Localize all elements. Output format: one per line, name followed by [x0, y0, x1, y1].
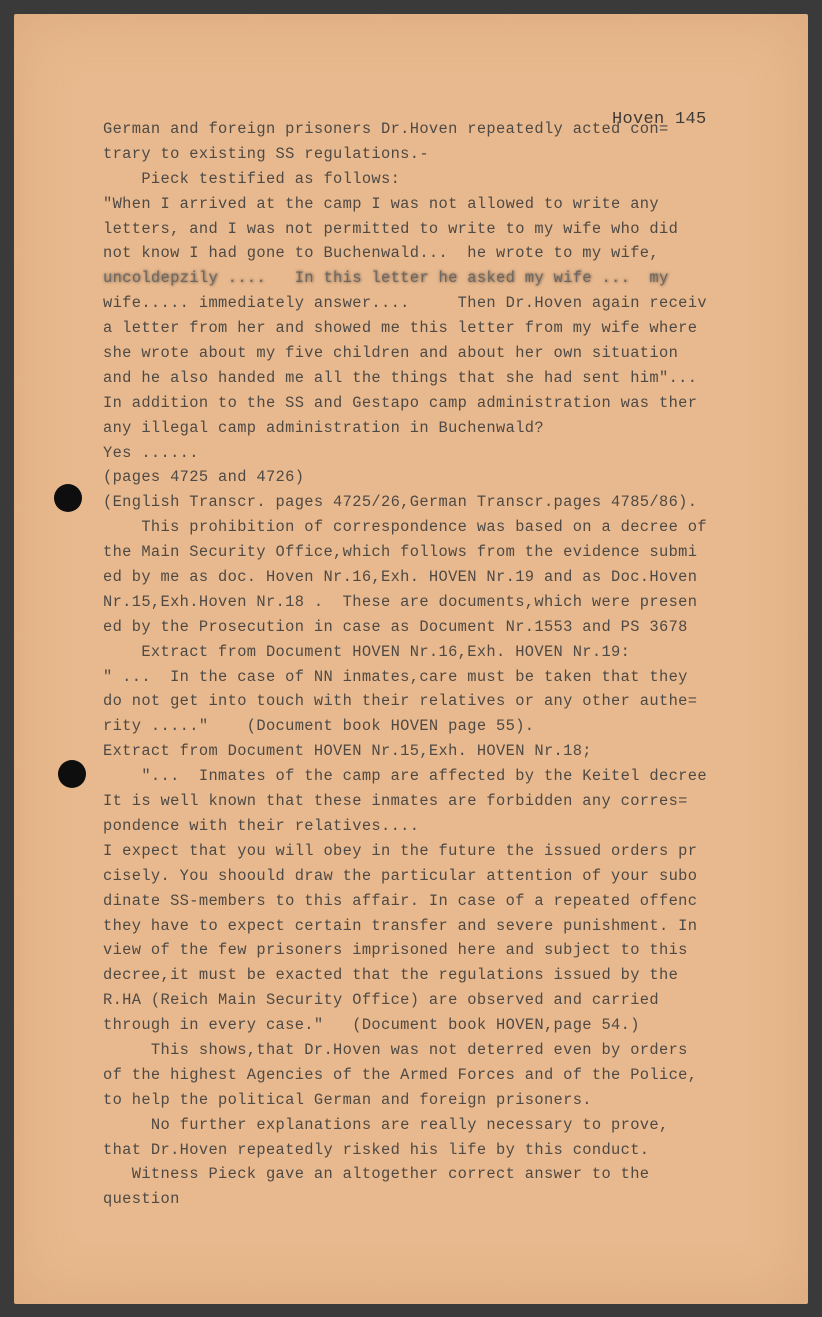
text-line: do not get into touch with their relatives or any other authe= [103, 692, 698, 711]
text-line-smudged: uncoldepzily .... In this letter he asked my wife ... my [103, 269, 669, 288]
text-line: to help the political German and foreign prisoners. [103, 1090, 592, 1109]
text-line: " ... In the case of NN inmates,care must be taken that they [103, 667, 688, 686]
text-line: she wrote about my five children and about her own situation [103, 344, 679, 363]
text-line: any illegal camp administration in Buchenwald? [103, 418, 544, 437]
punch-hole-bottom [58, 760, 86, 788]
text-line: question [103, 1190, 180, 1209]
text-line: of the highest Agencies of the Armed Forces and of the Police, [103, 1065, 698, 1084]
text-line: wife..... immediately answer.... Then Dr.Hoven again receiv [103, 294, 707, 313]
text-line: Witness Pieck gave an altogether correct answer to the [103, 1165, 650, 1184]
text-line: letters, and I was not permitted to write to my wife who did [103, 219, 679, 238]
text-line: pondence with their relatives.... [103, 816, 420, 835]
text-line: No further explanations are really necessary to prove, [103, 1115, 669, 1134]
text-line: "... Inmates of the camp are affected by the Keitel decree [103, 767, 707, 786]
text-line: dinate SS-members to this affair. In case of a repeated offenc [103, 891, 698, 910]
text-line: view of the few prisoners imprisoned here and subject to this [103, 941, 688, 960]
text-line: decree,it must be exacted that the regulations issued by the [103, 966, 679, 985]
text-line: Yes ...... [103, 443, 199, 462]
text-line: Extract from Document HOVEN Nr.15,Exh. HOVEN Nr.18; [103, 742, 592, 761]
text-line: ed by me as doc. Hoven Nr.16,Exh. HOVEN Nr.19 and as Doc.Hoven [103, 568, 698, 587]
text-line: This prohibition of correspondence was based on a decree of [103, 518, 707, 537]
text-line: In addition to the SS and Gestapo camp administration was ther [103, 393, 698, 412]
text-line: the Main Security Office,which follows from the evidence submi [103, 543, 698, 562]
text-line: trary to existing SS regulations.- [103, 144, 429, 163]
text-line: German and foreign prisoners Dr.Hoven repeatedly acted con= [103, 120, 669, 138]
text-line: Nr.15,Exh.Hoven Nr.18 . These are documents,which were presen [103, 592, 698, 611]
text-line: ed by the Prosecution in case as Document Nr.1553 and PS 3678 [103, 617, 688, 636]
text-line: R.HA (Reich Main Security Office) are observed and carried [103, 991, 659, 1010]
text-line: a letter from her and showed me this letter from my wife where [103, 319, 698, 338]
text-line: and he also handed me all the things that she had sent him"... [103, 368, 698, 387]
document-body [103, 117, 793, 1212]
text-line: that Dr.Hoven repeatedly risked his life by this conduct. [103, 1140, 650, 1159]
punch-hole-top [54, 484, 82, 512]
text-line: through in every case." (Document book HOVEN,page 54.) [103, 1016, 640, 1035]
text-line: I expect that you will obey in the future the issued orders pr [103, 841, 698, 860]
text-line: (English Transcr. pages 4725/26,German Transcr.pages 4785/86). [103, 493, 698, 512]
text-line: It is well known that these inmates are forbidden any corres= [103, 792, 688, 811]
text-line: Pieck testified as follows: [103, 169, 401, 188]
page-header: Hoven 145 [612, 110, 707, 129]
text-line: not know I had gone to Buchenwald... he wrote to my wife, [103, 244, 659, 263]
text-line: This shows,that Dr.Hoven was not deterred even by orders [103, 1040, 688, 1059]
text-line: Extract from Document HOVEN Nr.16,Exh. HOVEN Nr.19: [103, 642, 631, 661]
text-line: (pages 4725 and 4726) [103, 468, 305, 487]
text-line: rity ....." (Document book HOVEN page 55). [103, 717, 535, 736]
text-line: cisely. You shoould draw the particular attention of your subo [103, 866, 698, 885]
text-line: they have to expect certain transfer and severe punishment. In [103, 916, 698, 935]
text-line: "When I arrived at the camp I was not allowed to write any [103, 194, 659, 213]
